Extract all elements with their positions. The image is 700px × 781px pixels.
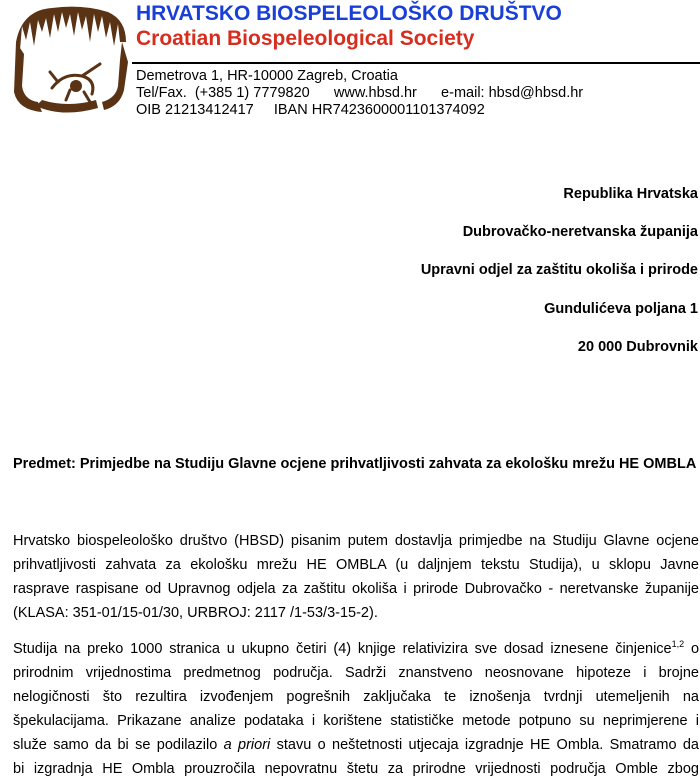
- paragraph-2-line: špekulacijama. Prikazane analize podataka i korištene statističke metode potpuno su neprimjerene i: [13, 713, 699, 729]
- letter-subject: Predmet: Primjedbe na Studiju Glavne ocjene prihvatljivosti zahvata za ekološku mrežu HE OMBLA: [13, 456, 697, 472]
- paragraph-1: [13, 529, 699, 625]
- paragraph-1-line: (KLASA: 351-01/15-01/30, URBROJ: 2117 /1-53/3-15-2).: [13, 605, 378, 621]
- address-line: Demetrova 1, HR-10000 Zagreb, Croatia: [136, 68, 398, 84]
- italic-term: a priori: [223, 737, 271, 753]
- paragraph-1-line: Hrvatsko biospeleološko društvo (HBSD) pisanim putem dostavlja primjedbe na Studiju Glavne ocjene: [13, 533, 699, 549]
- recipient-line-2: Dubrovačko-neretvanska županija: [462, 224, 698, 240]
- paragraph-2-text: služe samo da bi se podilazilo: [13, 737, 224, 753]
- org-name-croatian: HRVATSKO BIOSPELEOLOŠKO DRUŠTVO: [136, 2, 562, 25]
- tax-bank-ids: OIB 21213412417 IBAN HR7423600001101374092: [136, 102, 485, 118]
- paragraph-2-line: bi izgradnja HE Ombla prouzročila nepovratnu štetu za prirodne vrijednosti područja Omble zbog: [13, 761, 699, 777]
- recipient-line-4: Gundulićeva poljana 1: [544, 301, 698, 317]
- recipient-line-5: 20 000 Dubrovnik: [577, 339, 698, 355]
- paragraph-2-text: stavu o neštetnosti utjecaja izgradnje HE Ombla. Smatramo da: [270, 737, 699, 753]
- paragraph-2-line: [13, 733, 699, 757]
- paragraph-1-line: prihvatljivosti zahvata za ekološku mrežu HE OMBLA (u daljnjem tekstu Studija), u sklopu Javne: [13, 557, 699, 573]
- recipient-line-1: Republika Hrvatska: [563, 186, 698, 202]
- paragraph-2-line: prirodnim vrijednostima predmetnog područja. Sadrži znanstveno neosnovane hipoteze i brojne: [13, 665, 699, 681]
- paragraph-2-line: nelogičnosti što rezultira izvođenjem pogrešnih zaključaka te iznošenja tvrdnji utemeljenih na: [13, 689, 699, 705]
- society-logo: [12, 2, 130, 117]
- paragraph-2-text: o: [684, 641, 699, 657]
- paragraph-2-line: [13, 637, 699, 661]
- recipient-line-3: Upravni odjel za zaštitu okoliša i prirode: [420, 262, 698, 278]
- footnote-ref: 1,2: [671, 639, 685, 650]
- paragraph-2-text: Studija na preko 1000 stranica u ukupno četiri (4) knjige relativizira sve dosad iznesene činjenice: [13, 641, 672, 657]
- header-divider: [132, 62, 700, 64]
- contact-line: Tel/Fax. (+385 1) 7779820 www.hbsd.hr e-mail: hbsd@hbsd.hr: [136, 85, 584, 101]
- paragraph-2: [13, 637, 699, 781]
- paragraph-1-line: rasprave raspisane od Upravnog odjela za zaštitu okoliša i prirode Dubrovačko - neretvanske županije: [13, 581, 699, 597]
- org-name-english: Croatian Biospeleological Society: [136, 27, 475, 50]
